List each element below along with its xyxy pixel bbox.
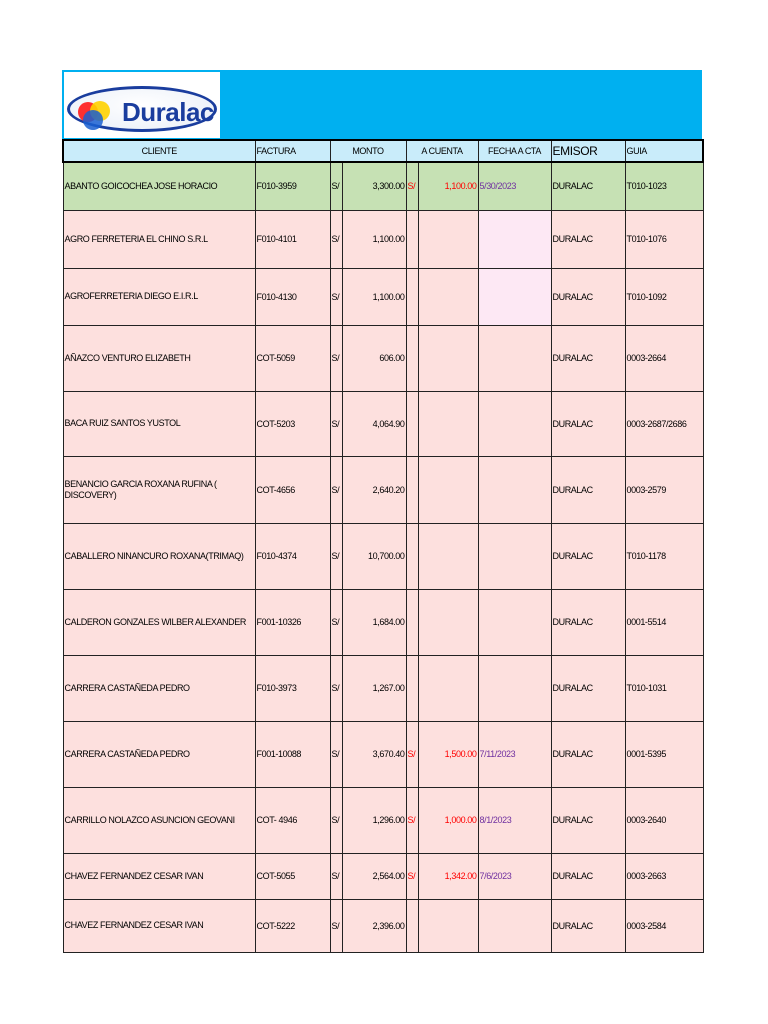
cell-monto-currency: S/ bbox=[330, 391, 342, 456]
header-guia: GUIA bbox=[625, 140, 703, 162]
cell-factura: F010-3959 bbox=[255, 162, 330, 210]
cell-factura: COT-5059 bbox=[255, 325, 330, 391]
cell-factura: F010-4130 bbox=[255, 268, 330, 325]
cell-fecha-cta bbox=[478, 899, 551, 952]
cell-fecha-cta: 8/1/2023 bbox=[478, 787, 551, 853]
cell-factura: F010-4374 bbox=[255, 523, 330, 589]
table-row bbox=[63, 162, 703, 210]
cell-emisor: DURALAC bbox=[551, 523, 625, 589]
table-row bbox=[63, 391, 703, 456]
cell-monto: 1,100.00 bbox=[342, 268, 406, 325]
cell-cliente: CALDERON GONZALES WILBER ALEXANDER bbox=[63, 589, 255, 655]
cell-cliente: CARRILLO NOLAZCO ASUNCION GEOVANI bbox=[63, 787, 255, 853]
cell-cliente: CABALLERO NINANCURO ROXANA(TRIMAQ) bbox=[63, 523, 255, 589]
cell-cliente: CARRERA CASTAÑEDA PEDRO bbox=[63, 721, 255, 787]
cell-guia: 0003-2579 bbox=[625, 456, 703, 523]
cell-cliente: BENANCIO GARCIA ROXANA RUFINA ( DISCOVERY) bbox=[63, 456, 255, 523]
cell-emisor: DURALAC bbox=[551, 325, 625, 391]
cell-monto-currency: S/ bbox=[330, 210, 342, 268]
cell-monto-currency: S/ bbox=[330, 853, 342, 899]
cell-monto: 2,396.00 bbox=[342, 899, 406, 952]
cell-fecha-cta: 7/6/2023 bbox=[478, 853, 551, 899]
cell-a-cuenta bbox=[418, 523, 478, 589]
cell-emisor: DURALAC bbox=[551, 391, 625, 456]
cell-monto: 1,296.00 bbox=[342, 787, 406, 853]
cell-fecha-cta bbox=[478, 325, 551, 391]
cell-fecha-cta bbox=[478, 589, 551, 655]
cell-a-cuenta-currency bbox=[406, 589, 418, 655]
cell-a-cuenta-currency bbox=[406, 523, 418, 589]
cell-cliente: CARRERA CASTAÑEDA PEDRO bbox=[63, 655, 255, 721]
cell-a-cuenta-currency bbox=[406, 391, 418, 456]
table-row bbox=[63, 853, 703, 899]
cell-monto-currency: S/ bbox=[330, 325, 342, 391]
spreadsheet bbox=[62, 70, 702, 953]
cell-guia: 0003-2584 bbox=[625, 899, 703, 952]
cell-guia: T010-1023 bbox=[625, 162, 703, 210]
cell-a-cuenta: 1,000.00 bbox=[418, 787, 478, 853]
cell-a-cuenta bbox=[418, 391, 478, 456]
cell-factura: COT-5055 bbox=[255, 853, 330, 899]
cell-fecha-cta: 5/30/2023 bbox=[478, 162, 551, 210]
header-monto: MONTO bbox=[330, 140, 406, 162]
cell-a-cuenta bbox=[418, 456, 478, 523]
cell-a-cuenta-currency bbox=[406, 456, 418, 523]
cell-a-cuenta bbox=[418, 268, 478, 325]
table-row bbox=[63, 787, 703, 853]
cell-monto-currency: S/ bbox=[330, 787, 342, 853]
cell-a-cuenta bbox=[418, 899, 478, 952]
cell-a-cuenta-currency: S/ bbox=[406, 721, 418, 787]
cell-fecha-cta bbox=[478, 391, 551, 456]
table-row bbox=[63, 210, 703, 268]
cell-cliente: AGRO FERRETERIA EL CHINO S.R.L bbox=[63, 210, 255, 268]
cell-monto: 1,684.00 bbox=[342, 589, 406, 655]
table-row bbox=[63, 655, 703, 721]
header-emisor: EMISOR bbox=[551, 140, 625, 162]
table-row bbox=[63, 721, 703, 787]
logo-text: Duralac bbox=[122, 97, 214, 127]
table-row bbox=[63, 268, 703, 325]
duralac-logo bbox=[64, 72, 220, 138]
cell-monto-currency: S/ bbox=[330, 268, 342, 325]
cell-monto-currency: S/ bbox=[330, 721, 342, 787]
cell-emisor: DURALAC bbox=[551, 721, 625, 787]
cell-cliente: BACA RUIZ SANTOS YUSTOL bbox=[63, 391, 255, 456]
table-row bbox=[63, 325, 703, 391]
table-row bbox=[63, 589, 703, 655]
cell-guia: 0001-5514 bbox=[625, 589, 703, 655]
cell-guia: 0003-2663 bbox=[625, 853, 703, 899]
cell-a-cuenta bbox=[418, 210, 478, 268]
cell-a-cuenta-currency: S/ bbox=[406, 162, 418, 210]
cell-factura: COT- 4946 bbox=[255, 787, 330, 853]
cell-guia: 0003-2687/2686 bbox=[625, 391, 703, 456]
cell-factura: COT-4656 bbox=[255, 456, 330, 523]
invoice-table bbox=[62, 139, 704, 953]
cell-a-cuenta-currency bbox=[406, 268, 418, 325]
cell-monto: 3,300.00 bbox=[342, 162, 406, 210]
cell-a-cuenta-currency bbox=[406, 210, 418, 268]
cell-a-cuenta bbox=[418, 325, 478, 391]
cell-guia: T010-1178 bbox=[625, 523, 703, 589]
cell-a-cuenta-currency bbox=[406, 655, 418, 721]
cell-a-cuenta bbox=[418, 589, 478, 655]
cell-factura: F010-3973 bbox=[255, 655, 330, 721]
cell-a-cuenta-currency bbox=[406, 899, 418, 952]
cell-emisor: DURALAC bbox=[551, 589, 625, 655]
cell-a-cuenta: 1,500.00 bbox=[418, 721, 478, 787]
cell-cliente: ABANTO GOICOCHEA JOSE HORACIO bbox=[63, 162, 255, 210]
header-banner bbox=[62, 70, 702, 139]
cell-cliente: AGROFERRETERIA DIEGO E.I.R.L bbox=[63, 268, 255, 325]
cell-emisor: DURALAC bbox=[551, 210, 625, 268]
cell-monto-currency: S/ bbox=[330, 589, 342, 655]
cell-guia: 0001-5395 bbox=[625, 721, 703, 787]
cell-factura: COT-5222 bbox=[255, 899, 330, 952]
header-cliente: CLIENTE bbox=[63, 140, 255, 162]
logo-circles-icon bbox=[74, 98, 118, 132]
header-factura: FACTURA bbox=[255, 140, 330, 162]
header-fecha-cta: FECHA A CTA bbox=[478, 140, 551, 162]
cell-a-cuenta: 1,100.00 bbox=[418, 162, 478, 210]
cell-factura: COT-5203 bbox=[255, 391, 330, 456]
cell-fecha-cta bbox=[478, 456, 551, 523]
cell-fecha-cta bbox=[478, 523, 551, 589]
cell-fecha-cta bbox=[478, 655, 551, 721]
table-row bbox=[63, 899, 703, 952]
cell-cliente: CHAVEZ FERNANDEZ CESAR IVAN bbox=[63, 899, 255, 952]
cell-monto: 2,564.00 bbox=[342, 853, 406, 899]
cell-emisor: DURALAC bbox=[551, 853, 625, 899]
cell-emisor: DURALAC bbox=[551, 456, 625, 523]
cell-monto-currency: S/ bbox=[330, 523, 342, 589]
cell-cliente: AÑAZCO VENTURO ELIZABETH bbox=[63, 325, 255, 391]
cell-monto: 1,267.00 bbox=[342, 655, 406, 721]
cell-factura: F001-10088 bbox=[255, 721, 330, 787]
cell-fecha-cta bbox=[478, 210, 551, 268]
cell-monto: 4,064.90 bbox=[342, 391, 406, 456]
cell-cliente: CHAVEZ FERNANDEZ CESAR IVAN bbox=[63, 853, 255, 899]
cell-a-cuenta-currency: S/ bbox=[406, 853, 418, 899]
header-row bbox=[63, 140, 703, 162]
cell-a-cuenta-currency: S/ bbox=[406, 787, 418, 853]
cell-fecha-cta: 7/11/2023 bbox=[478, 721, 551, 787]
cell-factura: F001-10326 bbox=[255, 589, 330, 655]
cell-monto-currency: S/ bbox=[330, 899, 342, 952]
cell-factura: F010-4101 bbox=[255, 210, 330, 268]
cell-a-cuenta-currency bbox=[406, 325, 418, 391]
cell-fecha-cta bbox=[478, 268, 551, 325]
cell-guia: 0003-2664 bbox=[625, 325, 703, 391]
cell-guia: T010-1092 bbox=[625, 268, 703, 325]
cell-guia: 0003-2640 bbox=[625, 787, 703, 853]
header-a-cuenta: A CUENTA bbox=[406, 140, 478, 162]
cell-monto: 606.00 bbox=[342, 325, 406, 391]
cell-emisor: DURALAC bbox=[551, 655, 625, 721]
cell-monto: 1,100.00 bbox=[342, 210, 406, 268]
cell-emisor: DURALAC bbox=[551, 787, 625, 853]
cell-a-cuenta: 1,342.00 bbox=[418, 853, 478, 899]
cell-emisor: DURALAC bbox=[551, 162, 625, 210]
table-row bbox=[63, 456, 703, 523]
cell-monto: 10,700.00 bbox=[342, 523, 406, 589]
table-row bbox=[63, 523, 703, 589]
cell-emisor: DURALAC bbox=[551, 268, 625, 325]
cell-monto-currency: S/ bbox=[330, 456, 342, 523]
cell-guia: T010-1076 bbox=[625, 210, 703, 268]
cell-emisor: DURALAC bbox=[551, 899, 625, 952]
cell-monto: 3,670.40 bbox=[342, 721, 406, 787]
cell-a-cuenta bbox=[418, 655, 478, 721]
cell-monto-currency: S/ bbox=[330, 162, 342, 210]
cell-monto: 2,640.20 bbox=[342, 456, 406, 523]
cell-guia: T010-1031 bbox=[625, 655, 703, 721]
cell-monto-currency: S/ bbox=[330, 655, 342, 721]
